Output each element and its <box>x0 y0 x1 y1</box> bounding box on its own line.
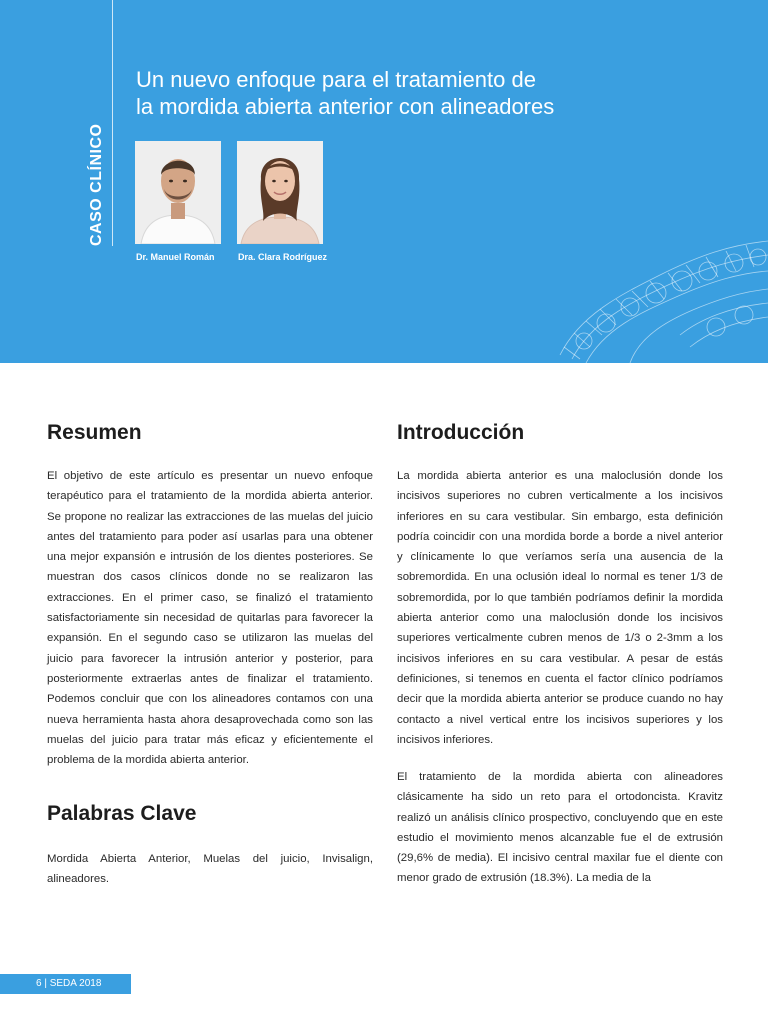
page-footer: 6 | SEDA 2018 <box>0 974 131 994</box>
title-line-2: la mordida abierta anterior con alineadores <box>136 94 555 119</box>
resumen-heading: Resumen <box>47 421 142 444</box>
article-header <box>0 0 768 363</box>
title-line-1: Un nuevo enfoque para el tratamiento de <box>136 67 536 92</box>
dental-arch-illustration <box>540 215 768 363</box>
author-name-2: Dra. Clara Rodríguez <box>238 252 328 262</box>
section-label: CASO CLÍNICO <box>88 123 105 246</box>
author-photo-2 <box>237 141 323 244</box>
vertical-rule <box>112 0 113 246</box>
author-photo-1 <box>135 141 221 244</box>
palabras-clave-body: Mordida Abierta Anterior, Muelas del juicio, Invisalign, alineadores. <box>47 853 373 886</box>
article-title <box>136 66 616 120</box>
introduccion-paragraph-2: El tratamiento de la mordida abierta con alineadores clásicamente ha sido un reto para el ortodoncista. Kravitz realizó un análisis clínico prospectivo, concluyendo que en este estudio el movimiento menos alcanzable fue el de extrusión (29,6% de media). El incisivo central maxilar fue el diente con menor grado de extrusión (18.3%). La media de la <box>397 771 723 885</box>
introduccion-heading: Introducción <box>397 421 525 444</box>
resumen-body: El objetivo de este artículo es presentar un nuevo enfoque terapéutico para el tratamiento de la mordida abierta anterior. Se propone no realizar las extracciones de las muelas del juicio antes del tratamiento para poder así usarlas para una obtener una mejor expansión e intrusión de los dientes posteriores. Se muestran dos casos clínicos donde no se realizaron las extracciones. En el primer caso, se finalizó el tratamiento satisfactoriamente sin necesidad de quitarlas para favorecer la expansión. En el segundo caso se utilizaron las muelas del juicio para favorecer la intrusión anterior y posterior, para posteriormente extraerlas antes de finalizar el tratamiento. Podemos concluir que con los alineadores contamos con una nueva herramienta hasta ahora desaprovechada como son las muelas del juicio para tratar más eficaz y eficientemente el problema de la mordida abierta anterior. <box>47 470 373 767</box>
author-name-1: Dr. Manuel Román <box>136 252 215 262</box>
palabras-clave-heading: Palabras Clave <box>47 802 197 825</box>
introduccion-paragraph-1: La mordida abierta anterior es una maloclusión donde los incisivos superiores no cubren verticalmente a los incisivos inferiores en su cara vestibular. Sin embargo, esta definición podría coincidir con una mordida borde a borde a nivel anterior y clínicamente lo que veríamos sería una ausencia de la sobremordida. En una oclusión ideal lo normal es tener 1/3 de sobremordida, por lo que también podríamos definir la mordida abierta anterior como una maloclusión donde los incisivos superiores verticalmente cubren menos de 1/3 o 2-3mm a los incisivos inferiores en su cara vestibular. A pesar de estás definiciones, si tenemos en cuenta el factor clínico podríamos decir que la mordida abierta anterior se produce cuando no hay contacto a nivel vertical entre los incisivos superiores y los incisivos inferiores. <box>397 470 723 746</box>
